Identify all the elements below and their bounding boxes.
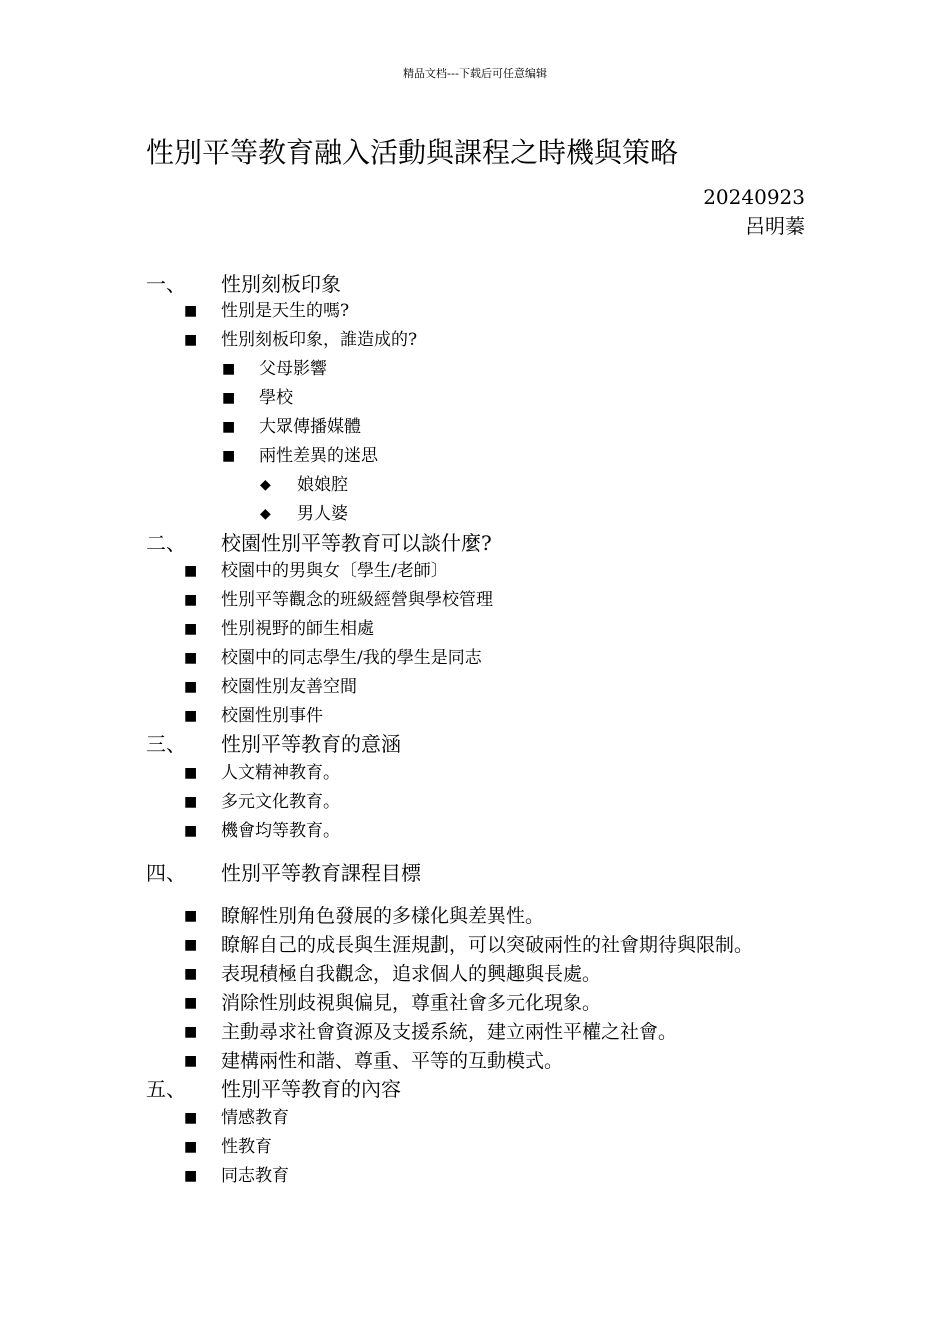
header-note: 精品文档---下载后可任意编辑 xyxy=(403,67,547,80)
square-bullet-icon: ■ xyxy=(184,1024,198,1040)
section-number: 五、 xyxy=(146,1077,186,1101)
section-number: 二、 xyxy=(146,531,186,555)
square-bullet-icon: ■ xyxy=(184,303,198,319)
square-bullet-icon: ■ xyxy=(184,908,198,924)
square-bullet-icon: ■ xyxy=(184,1139,198,1155)
square-bullet-icon: ■ xyxy=(222,361,236,377)
section-title: 性別平等教育課程目標 xyxy=(221,861,421,885)
square-bullet-icon: ■ xyxy=(184,650,198,666)
section-number: 三、 xyxy=(146,732,186,756)
section-title: 性別刻板印象 xyxy=(221,272,341,296)
section-title: 校園性別平等教育可以談什麼? xyxy=(221,531,492,555)
square-bullet-icon: ■ xyxy=(222,448,236,464)
diamond-bullet-icon: ◆ xyxy=(260,506,271,522)
square-bullet-icon: ■ xyxy=(184,823,198,839)
document-date: 20240923 xyxy=(703,185,805,209)
section-title: 性別平等教育的意涵 xyxy=(221,732,401,756)
square-bullet-icon: ■ xyxy=(184,621,198,637)
document-title: 性別平等教育融入活動與課程之時機與策略 xyxy=(146,136,679,169)
document-author: 呂明蓁 xyxy=(745,214,805,238)
section-title: 性別平等教育的內容 xyxy=(221,1077,401,1101)
square-bullet-icon: ■ xyxy=(184,937,198,953)
square-bullet-icon: ■ xyxy=(184,563,198,579)
square-bullet-icon: ■ xyxy=(184,332,198,348)
diamond-bullet-icon: ◆ xyxy=(260,477,271,493)
square-bullet-icon: ■ xyxy=(184,1168,198,1184)
square-bullet-icon: ■ xyxy=(184,708,198,724)
square-bullet-icon: ■ xyxy=(184,1053,198,1069)
square-bullet-icon: ■ xyxy=(184,592,198,608)
square-bullet-icon: ■ xyxy=(184,679,198,695)
section-number: 四、 xyxy=(146,861,186,885)
square-bullet-icon: ■ xyxy=(184,995,198,1011)
square-bullet-icon: ■ xyxy=(184,765,198,781)
square-bullet-icon: ■ xyxy=(184,794,198,810)
square-bullet-icon: ■ xyxy=(184,966,198,982)
square-bullet-icon: ■ xyxy=(184,1110,198,1126)
section-number: 一、 xyxy=(146,272,186,296)
square-bullet-icon: ■ xyxy=(222,419,236,435)
square-bullet-icon: ■ xyxy=(222,390,236,406)
